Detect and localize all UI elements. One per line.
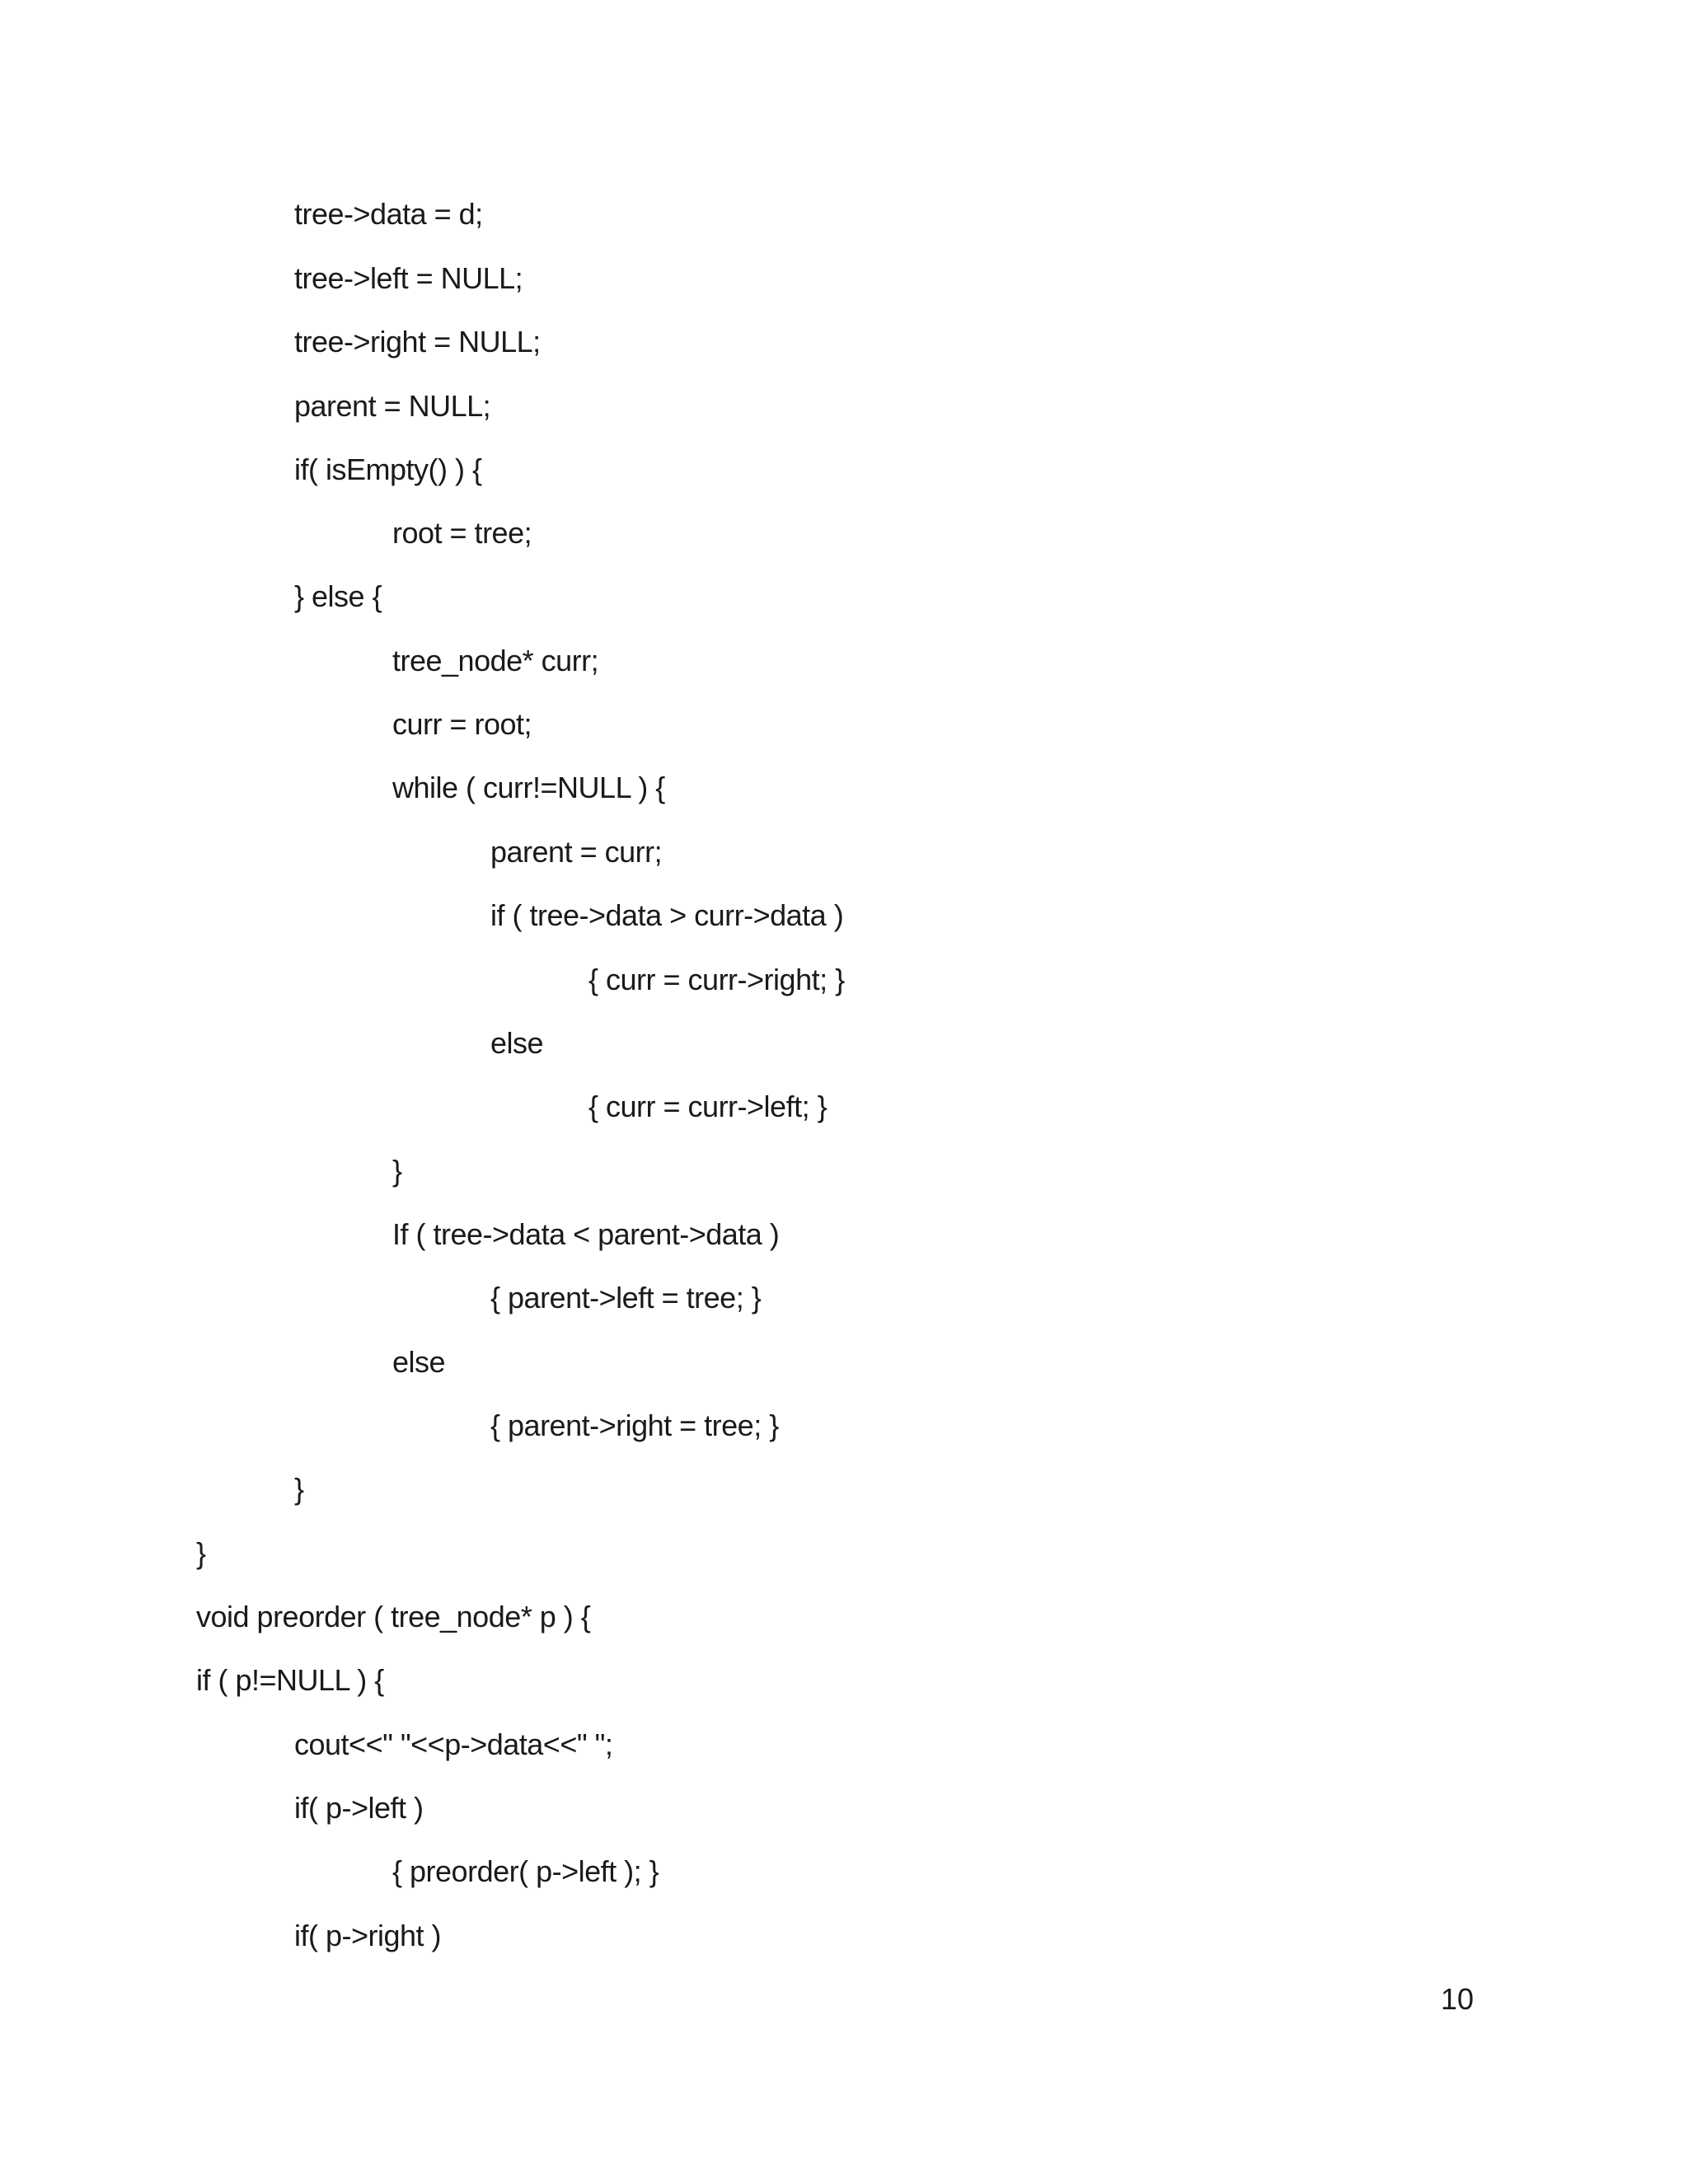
code-line: tree_node* curr; bbox=[392, 644, 599, 677]
code-line: if ( tree->data > curr->data ) bbox=[490, 898, 844, 932]
page-number: 10 bbox=[1441, 1982, 1475, 2016]
code-line: tree->left = NULL; bbox=[294, 261, 523, 295]
code-line: { parent->left = tree; } bbox=[490, 1281, 762, 1315]
code-line: } bbox=[196, 1536, 206, 1570]
code-line: if( p->left ) bbox=[294, 1791, 424, 1825]
code-line: { preorder( p->left ); } bbox=[392, 1854, 659, 1888]
code-line: { parent->right = tree; } bbox=[490, 1408, 779, 1442]
code-line: else bbox=[490, 1026, 544, 1060]
code-line: if( isEmpty() ) { bbox=[294, 452, 482, 486]
code-line: tree->right = NULL; bbox=[294, 325, 541, 359]
code-line: { curr = curr->left; } bbox=[588, 1090, 828, 1123]
code-line: else bbox=[392, 1345, 446, 1379]
code-line: if( p->right ) bbox=[294, 1919, 442, 1952]
code-line: { curr = curr->right; } bbox=[588, 963, 845, 996]
code-line: tree->data = d; bbox=[294, 197, 483, 231]
code-line: while ( curr!=NULL ) { bbox=[392, 771, 665, 804]
code-line: } bbox=[392, 1154, 402, 1188]
code-line: if ( p!=NULL ) { bbox=[196, 1663, 384, 1697]
code-line: void preorder ( tree_node* p ) { bbox=[196, 1600, 591, 1633]
code-line: root = tree; bbox=[392, 516, 532, 550]
code-line: If ( tree->data < parent->data ) bbox=[392, 1217, 780, 1251]
code-line: cout<<" "<<p->data<<" "; bbox=[294, 1727, 613, 1761]
code-line: curr = root; bbox=[392, 707, 532, 741]
code-line: parent = NULL; bbox=[294, 389, 491, 423]
code-line: } bbox=[294, 1472, 304, 1506]
code-line: } else { bbox=[294, 579, 382, 613]
code-line: parent = curr; bbox=[490, 835, 663, 869]
